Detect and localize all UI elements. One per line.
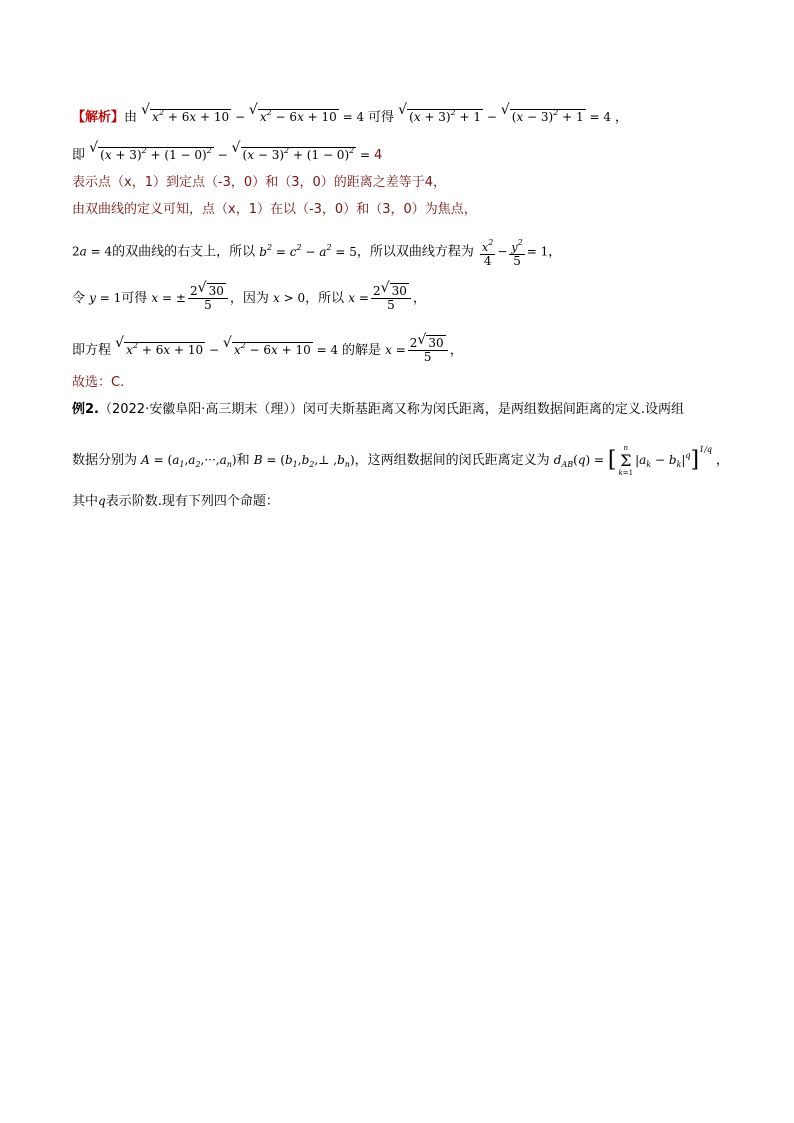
analysis-tag: 【解析】 [72,110,125,125]
example-label: 例2. [72,402,99,417]
example-2-line-1: 例2.（2022·安徽阜阳·高三期末（理））闵可夫斯基距离又称为闵氏距离，是两组数据间距离的定义.设两组 [72,402,684,417]
analysis-answer: 故选：C. [72,375,125,390]
example-2-line-3: 其中q表示阶数.现有下列四个命题： [72,494,279,509]
example-2-line-2: 数据分别为 $A = (a_1,a_2,\cdot\cdot\cdot,a_n)$和 $B = (b_1,b_2,\perp$ $,b_n$)，这两组数据间的闵氏距离定义为 $d_{AB}(q)$ = [ n Σ k=1 $|a_k - b_k|^q]^{1/q}$ ， [72,443,729,477]
equation-2: √ $(x + 3)^2 + 1$ − √ $(x - 3)^2 + 1 = 4$ [398,110,615,124]
analysis-line-5: 2a = 4的双曲线的右支上，所以 $b^2 = c^2 - a^2 = 5$，所以双曲线方程为 $\frac{x^2}{4}$ − $\frac{y^2}{5}$ = 1， [72,238,562,268]
equation-1: √ $x^2 + 6x + 10$ − √ $x^2 - 6x + 10 = 4$ [141,110,368,124]
equation-3: √ $(x + 3)^2 + (1 - 0)^2$ − √ $(x - 3)^2 + (1 - 0)^2$ = [89,148,374,162]
analysis-line-2: 即 √ $(x + 3)^2 + (1 - 0)^2$ − √ $(x - 3)^2 + (1 - 0)^2 = 4$ [72,141,382,166]
analysis-line-1: 【解析】由 √ $x^2 + 6x + 10$ − √ $x^2 - 6x + 10 = 4$ 可得 √ $(x + 3)^2 + 1$ − √ $(x - 3)^2 + 1 = 4$ ， [72,103,628,128]
analysis-line-6: 令 y = 1可得 x = ± $\frac{2√ 30}{5}$ ，因为 x > 0，所以 x = $\frac{2√ 30}{5}$ ， [72,285,426,312]
analysis-line-4: 由双曲线的定义可知，点（x，1）在以（-3，0）和（3，0）为焦点， [72,202,477,217]
analysis-line-7: 即方程 √ $x^2 + 6x + 10$ − √ $x^2 - 6x + 10 = 4$ 的解是 x = $\frac{2√ 30}{5}$ ， [72,336,463,364]
analysis-line-3: 表示点（x，1）到定点（-3，0）和（3，0）的距离之差等于4， [72,175,447,190]
